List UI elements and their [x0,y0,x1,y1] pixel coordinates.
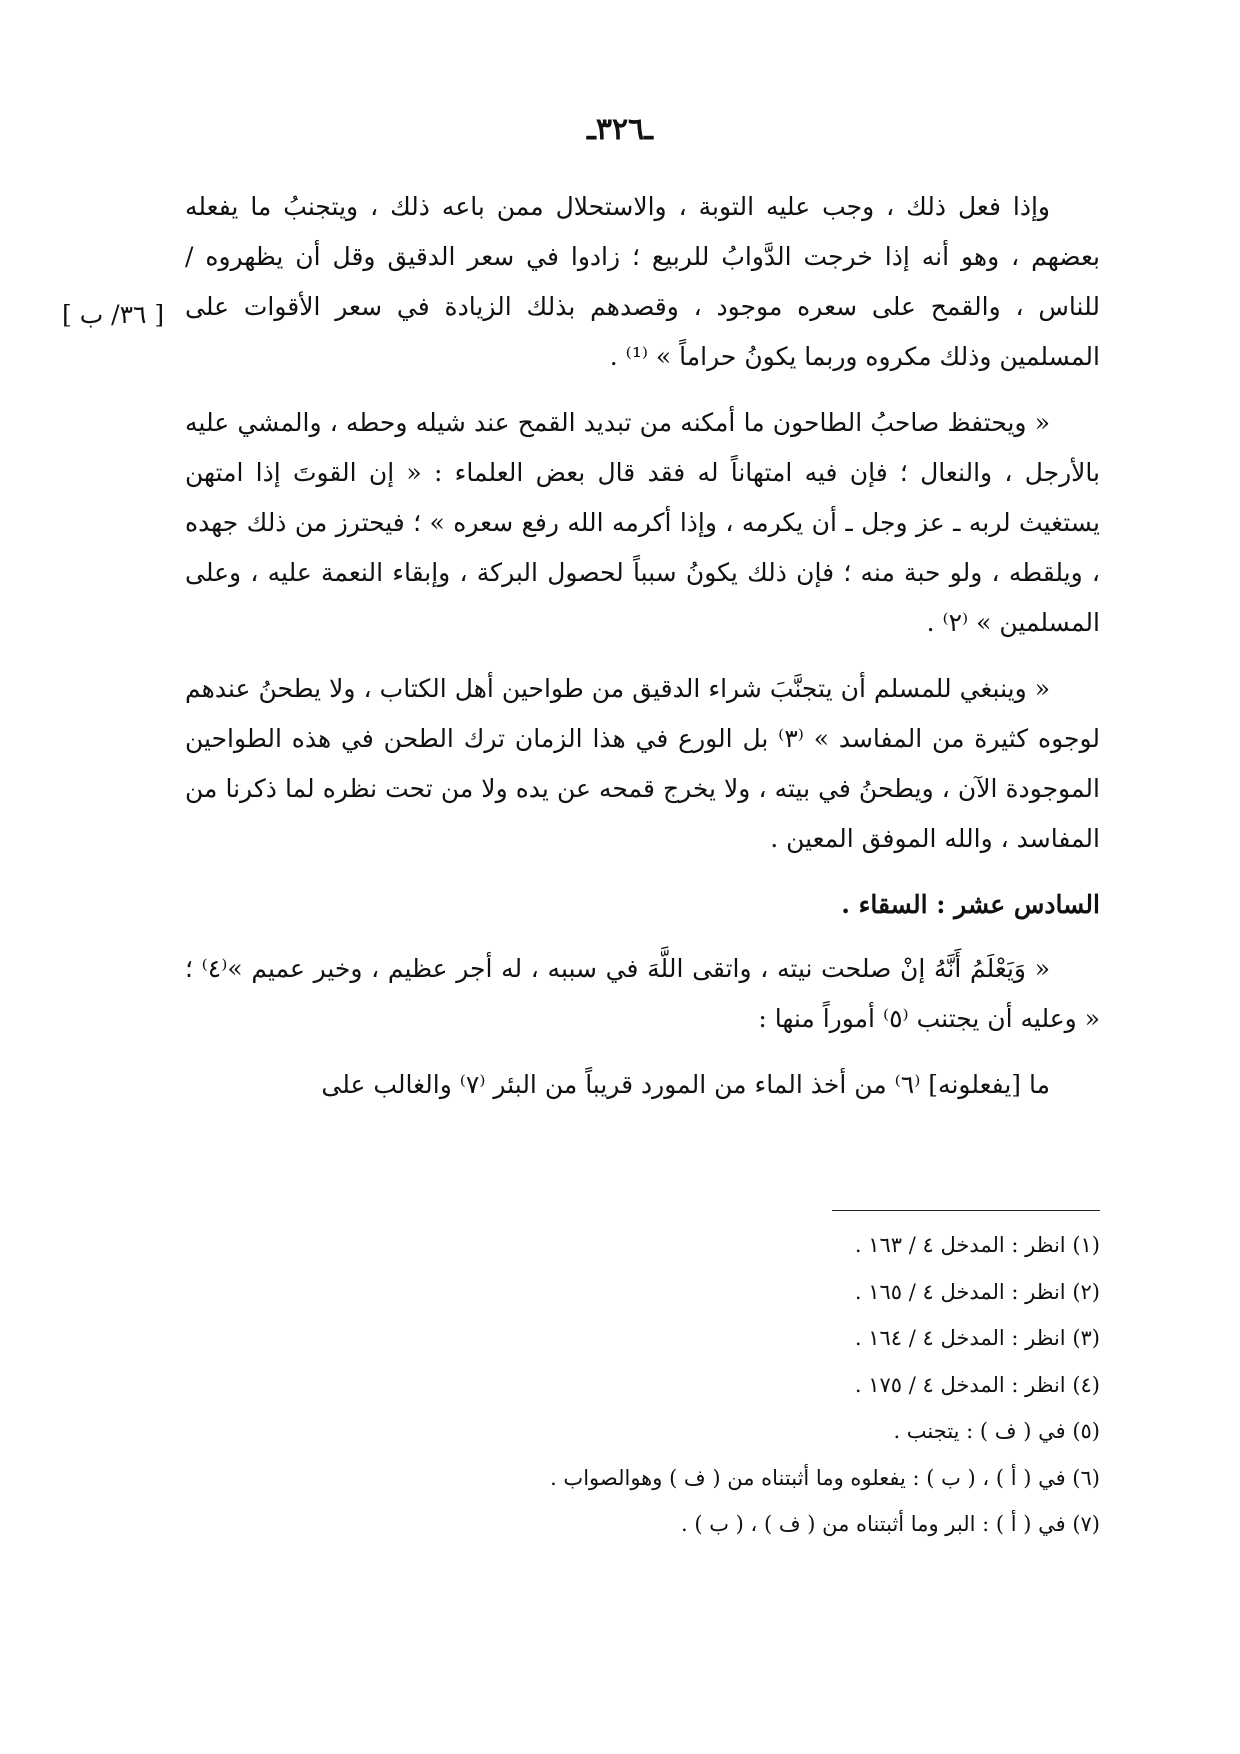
paragraph: « ويحتفظ صاحبُ الطاحون ما أمكنه من تبديد القمح عند شيله وحطه ، والمشي عليه بالأرجل ، والنعال ؛ فإن فيه امتهاناً له فقد قال بعض العلماء : « إن القوتَ إذا امتهن يستغيث لربه ـ عز وجل ـ أن يكرمه ، وإذا أكرمه الله رفع سعره » ؛ فيحترز من ذلك جهده ، ويلقطه ، ولو حبة منه ؛ فإن ذلك يكونُ سبباً لحصول البركة ، وإبقاء النعمة عليه ، وعلى المسلمين » ⁽٢⁾ . [185,408,1100,637]
footnote: (٤) انظر : المدخل ٤ / ١٧٥ . [854,1372,1100,1397]
footnote: (٦) في ( أ ) ، ( ب ) : يفعلوه وما أثبتناه من ( ف ) وهوالصواب . [550,1465,1100,1490]
manuscript-folio-note: [ ٣٦/ ب ] [62,300,165,329]
footnote: (٣) انظر : المدخل ٤ / ١٦٤ . [854,1326,1100,1350]
footnote: (٢) انظر : المدخل ٤ / ١٦٥ . [854,1279,1100,1304]
main-text [185,182,1100,1126]
footnote: (٧) في ( أ ) : البر وما أثبتناه من ( ف ) ، ( ب ) . [680,1512,1100,1536]
footnote: (١) انظر : المدخل ٤ / ١٦٣ . [854,1233,1100,1257]
section-heading: السادس عشر : السقاء . [841,890,1100,919]
paragraph: وإذا فعل ذلك ، وجب عليه التوبة ، والاستحلال ممن باعه ذلك ، ويتجنبُ ما يفعله بعضهم ، وهو أنه إذا خرجت الدَّوابُ للربيع ؛ زادوا في سعر الدقيق وقل أن يظهروه / للناس ، والقمح على سعره موجود ، وقصدهم بذلك الزيادة في سعر الأقوات على المسلمين وذلك مكروه وربما يكونُ حراماً » ⁽¹⁾ . [185,192,1100,371]
paragraph: « وينبغي للمسلم أن يتجنَّبَ شراء الدقيق من طواحين أهل الكتاب ، ولا يطحنُ عندهم لوجوه كثيرة من المفاسد » ⁽٣⁾ بل الورع في هذا الزمان ترك الطحن في هذه الطواحين الموجودة الآن ، ويطحنُ في بيته ، ولا يخرج قمحه عن يده ولا من تحت نظره لما ذكرنا من المفاسد ، والله الموفق المعين . [185,674,1101,853]
paragraph: ما [يفعلونه] ⁽٦⁾ من أخذ الماء من المورد قريباً من البئر ⁽٧⁾ والغالب على [321,1070,1050,1099]
footnote-divider [832,1210,1100,1211]
paragraph: « وَيَعْلَمُ أَنَّهُ إنْ صلحت نيته ، واتقى اللَّهَ في سببه ، له أجر عظيم ، وخير عميم »⁽٤⁾ ؛ « وعليه أن يجتنب ⁽٥⁾ أموراً منها : [185,954,1100,1033]
footnote: (٥) في ( ف ) : يتجنب . [893,1419,1100,1443]
page-number: ـ٣٢٦ـ [587,112,653,147]
footnotes [185,1222,1100,1548]
